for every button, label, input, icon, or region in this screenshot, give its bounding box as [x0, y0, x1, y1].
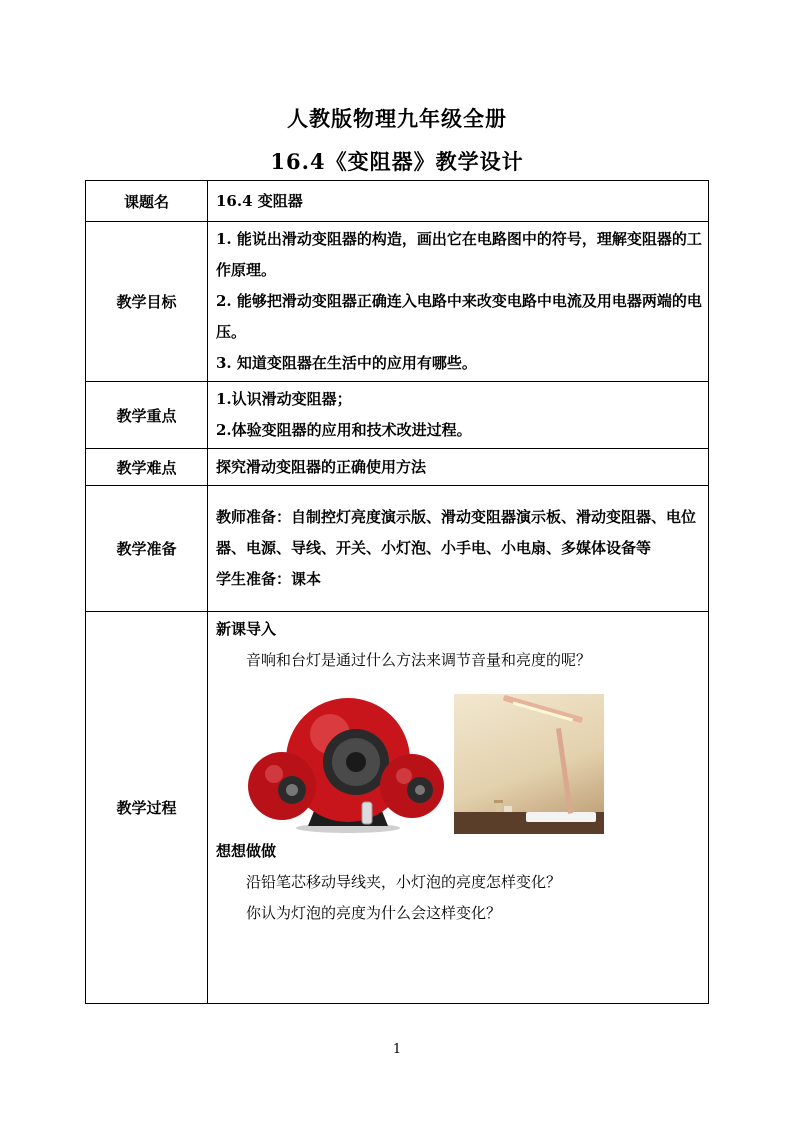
preparation-label: 教学准备 — [86, 486, 208, 612]
activity-line: 沿铅笔芯移动导线夹，小灯泡的亮度怎样变化？ — [246, 873, 562, 891]
topic-label: 课题名 — [86, 181, 208, 222]
lesson-plan-table — [85, 180, 709, 1004]
objectives-label: 教学目标 — [86, 222, 208, 382]
document-title: 人教版物理九年级全册 — [287, 106, 507, 131]
topic-value — [208, 181, 709, 222]
teacher-preparation: 教师准备：自制控灯亮度演示版、滑动变阻器演示板、滑动变阻器、电位器、电源、导线、开关、小灯泡、小手电、小电扇、多媒体设备等 — [216, 508, 697, 557]
topic-text: 16.4 变阻器 — [216, 191, 303, 210]
table-row-difficulty — [86, 449, 709, 486]
table-row-topic — [86, 181, 709, 222]
preparation-cell — [208, 486, 709, 612]
speaker-image — [244, 694, 450, 834]
table-row-preparation — [86, 486, 709, 612]
intro-question: 音响和台灯是通过什么方法来调节音量和亮度的呢？ — [246, 651, 592, 669]
activity-line: 你认为灯泡的亮度为什么会这样变化？ — [246, 904, 502, 922]
key-point-item: 2.体验变阻器的应用和技术改进过程。 — [216, 421, 472, 439]
objective-item: 2. 能够把滑动变阻器正确连入电路中来改变电路中电流及用电器两端的电压。 — [216, 292, 702, 341]
objective-item: 3. 知道变阻器在生活中的应用有哪些。 — [216, 354, 477, 372]
activity-heading: 想想做做 — [216, 842, 277, 860]
difficulty-label: 教学难点 — [86, 449, 208, 486]
process-cell — [208, 612, 709, 1004]
document-subtitle: 16.4《变阻器》教学设计 — [270, 149, 524, 174]
speaker-icon — [244, 694, 450, 834]
objectives-cell — [208, 222, 709, 382]
key-points-cell — [208, 382, 709, 449]
difficulty-cell — [208, 449, 709, 486]
key-points-label: 教学重点 — [86, 382, 208, 449]
illustration-row — [244, 694, 702, 834]
student-preparation: 学生准备：课本 — [216, 570, 322, 588]
intro-heading: 新课导入 — [216, 620, 277, 638]
desk-lamp-image — [454, 694, 604, 834]
page-number: 1 — [392, 1042, 402, 1057]
objective-item: 1. 能说出滑动变阻器的构造，画出它在电路图中的符号，理解变阻器的工作原理。 — [216, 230, 702, 279]
key-point-item: 1.认识滑动变阻器； — [216, 390, 352, 408]
table-row-objectives — [86, 222, 709, 382]
process-label: 教学过程 — [86, 612, 208, 1004]
difficulty-text: 探究滑动变阻器的正确使用方法 — [216, 457, 427, 476]
table-row-process — [86, 612, 709, 1004]
table-row-key-points — [86, 382, 709, 449]
desk-lamp-icon — [454, 694, 604, 834]
